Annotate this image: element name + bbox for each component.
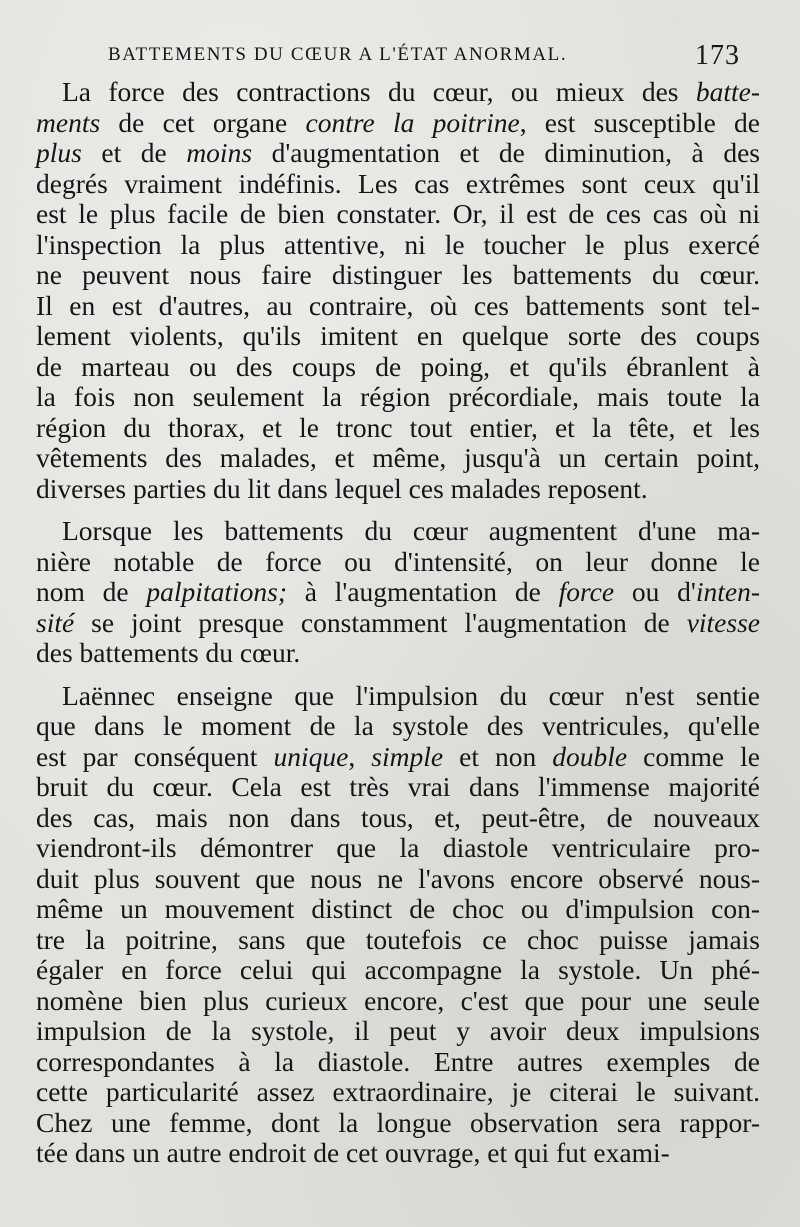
- text-line: [36, 413, 760, 444]
- text-segment: de marteau ou des coups de poing, et qu'ils ébranlent à: [36, 350, 760, 382]
- text-line: [36, 986, 760, 1017]
- text-segment: , est susceptible de: [519, 106, 760, 138]
- text-line: [36, 547, 760, 578]
- text-line: [36, 1016, 760, 1047]
- text-segment: ,: [348, 740, 372, 772]
- text-segment: bruit du cœur. Cela est très vrai dans l'immense majorité: [36, 771, 760, 802]
- text-segment: l'inspection la plus attentive, ni le toucher le plus exercé: [36, 228, 760, 260]
- text-line: [36, 138, 760, 169]
- text-segment: région du thorax, et le tronc tout entier, et la tête, et les: [36, 411, 760, 443]
- italic-segment: vitesse: [686, 606, 760, 638]
- text-segment: comme le: [627, 740, 760, 772]
- text-segment: ne peuvent nous faire distinguer les battements du cœur.: [36, 259, 760, 290]
- text-segment: même un mouvement distinct de choc ou d'impulsion con-: [36, 893, 760, 924]
- text-line: [36, 608, 760, 639]
- italic-segment: palpitations;: [146, 576, 287, 607]
- text-segment: lement violents, qu'ils imitent en quelque sorte des coups: [36, 320, 760, 351]
- text-segment: nière notable de force ou d'intensité, on leur donne le: [36, 545, 760, 577]
- text-segment: La force des contractions du cœur, ou mieux des: [62, 76, 696, 107]
- text-segment: diverses parties du lit dans lequel ces malades reposent.: [36, 472, 648, 504]
- text-segment: est par conséquent: [36, 740, 274, 772]
- paragraph-3: [36, 681, 760, 1169]
- text-line: [36, 1047, 760, 1078]
- text-segment: à l'augmentation de: [286, 576, 559, 607]
- text-line: [36, 772, 760, 803]
- text-line: [36, 803, 760, 834]
- text-segment: correspondantes à la diastole. Entre autres exemples de: [36, 1045, 760, 1077]
- paragraph-1: [36, 77, 760, 504]
- italic-segment: plus: [36, 137, 82, 168]
- text-line: [36, 638, 760, 669]
- text-line: [36, 516, 760, 547]
- text-segment: des battements du cœur.: [36, 637, 301, 668]
- text-segment: tre la poitrine, sans que toutefois ce choc puisse jamais: [36, 923, 760, 955]
- text-line: [36, 474, 760, 505]
- text-segment: duit plus souvent que nous ne l'avons encore observé nous-: [36, 862, 760, 894]
- running-title: BATTEMENTS DU CŒUR A L'ÉTAT ANORMAL.: [108, 44, 568, 65]
- text-line: [36, 230, 760, 261]
- text-line: [36, 1138, 760, 1169]
- text-line: [36, 1077, 760, 1108]
- text-line: [36, 1108, 760, 1139]
- text-segment: impulsion de la systole, il peut y avoir deux impulsions: [36, 1015, 760, 1046]
- text-line: [36, 291, 760, 322]
- italic-segment: moins: [186, 137, 253, 168]
- text-segment: cette particularité assez extraordinaire, je citerai le suivant.: [36, 1076, 760, 1107]
- text-segment: nomène bien plus curieux encore, c'est que pour une seule: [36, 984, 760, 1016]
- text-segment: est le plus facile de bien constater. Or, il est de ces cas où ni: [36, 198, 760, 229]
- text-segment: d'augmentation et de diminution, à des: [252, 137, 760, 168]
- page-number: 173: [695, 40, 740, 71]
- text-line: [36, 894, 760, 925]
- text-segment: la fois non seulement la région précordiale, mais toute la: [36, 381, 760, 412]
- text-segment: et non: [443, 740, 553, 772]
- italic-segment: sité: [36, 606, 75, 638]
- text-segment: de cet organe: [100, 106, 306, 138]
- italic-segment: ments: [36, 106, 101, 138]
- text-segment: ou d': [614, 576, 696, 607]
- text-line: [36, 382, 760, 413]
- text-segment: tée dans un autre endroit de cet ouvrage, et qui fut exami-: [36, 1137, 670, 1168]
- text-line: [36, 321, 760, 352]
- text-segment: vêtements des malades, et même, jusqu'à un certain point,: [36, 442, 760, 473]
- text-line: [36, 77, 760, 108]
- text-line: [36, 260, 760, 291]
- paragraph-2: [36, 516, 760, 669]
- text-line: [36, 711, 760, 742]
- text-line: [36, 864, 760, 895]
- text-segment: nom de: [36, 576, 147, 607]
- text-segment: Chez une femme, dont la longue observation sera rappor-: [36, 1106, 760, 1138]
- text-segment: égaler en force celui qui accompagne la systole. Un phé-: [36, 954, 760, 985]
- body-text: [36, 77, 760, 1169]
- text-line: [36, 169, 760, 200]
- running-header: [108, 38, 740, 78]
- text-segment: Il en est d'autres, au contraire, où ces battements sont tel-: [36, 289, 760, 321]
- text-line: [36, 577, 760, 608]
- text-line: [36, 925, 760, 956]
- text-line: [36, 443, 760, 474]
- text-segment: que dans le moment de la systole des ventricules, qu'elle: [36, 710, 760, 741]
- text-line: [36, 681, 760, 712]
- text-line: [36, 955, 760, 986]
- italic-segment: double: [552, 740, 628, 772]
- text-segment: Lorsque les battements du cœur augmentent d'une ma-: [62, 515, 760, 546]
- text-line: [36, 352, 760, 383]
- text-segment: Laënnec enseigne que l'impulsion du cœur n'est sentie: [62, 679, 760, 711]
- text-segment: degrés vraiment indéfinis. Les cas extrêmes sont ceux qu'il: [36, 167, 760, 199]
- text-segment: et de: [81, 137, 187, 168]
- italic-segment: contre la poitrine: [305, 106, 520, 138]
- italic-segment: force: [558, 576, 615, 607]
- italic-segment: inten-: [695, 576, 760, 607]
- text-line: [36, 833, 760, 864]
- text-line: [36, 742, 760, 773]
- italic-segment: simple: [371, 740, 444, 772]
- italic-segment: batte-: [695, 76, 760, 107]
- text-segment: des cas, mais non dans tous, et, peut-être, de nouveaux: [36, 801, 760, 833]
- text-segment: se joint presque constamment l'augmentation de: [74, 606, 687, 638]
- italic-segment: unique: [273, 740, 349, 772]
- text-line: [36, 108, 760, 139]
- text-segment: viendront-ils démontrer que la diastole ventriculaire pro-: [36, 832, 760, 863]
- text-line: [36, 199, 760, 230]
